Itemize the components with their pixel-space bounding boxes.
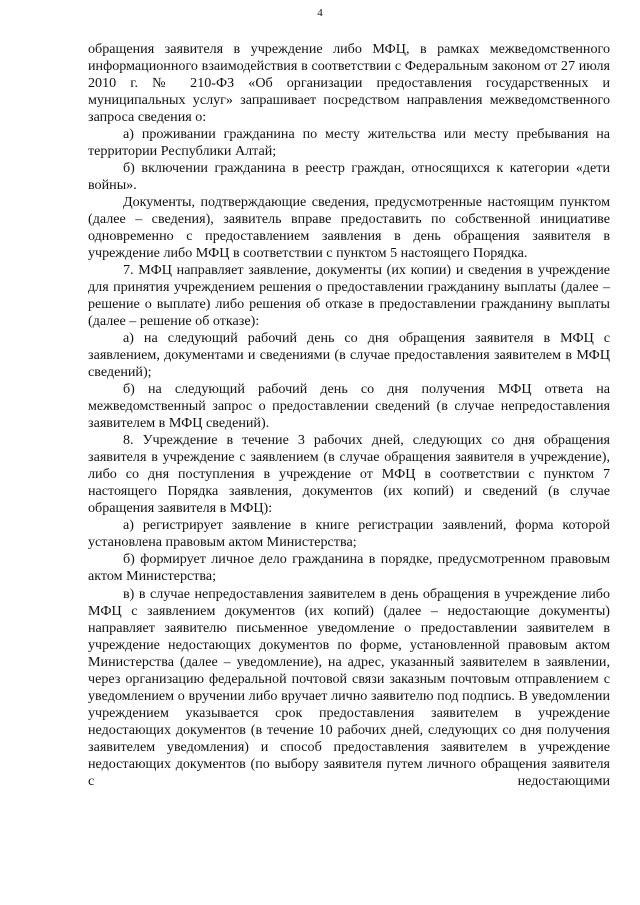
paragraph: обращения заявителя в учреждение либо МФЦ, в рамках межведомственного информационного взаимодействия в соответствии с Федеральным законом от 27 июля 2010 г. № 210-ФЗ «Об организации предоставления государственных и муниципальных услуг» запрашивает посредством направления межведомственного запроса сведения о: [88,41,610,126]
paragraph: б) на следующий рабочий день со дня получения МФЦ ответа на межведомственный запрос о предоставлении сведений (в случае непредоставления заявителем в МФЦ сведений). [88,381,610,432]
paragraph: б) включении гражданина в реестр граждан, относящихся к категории «дети войны». [88,160,610,194]
paragraph: б) формирует личное дело гражданина в порядке, предусмотренном правовым актом Министерства; [88,551,610,585]
document-body [88,41,610,790]
paragraph: а) регистрирует заявление в книге регистрации заявлений, форма которой установлена правовым актом Министерства; [88,517,610,551]
paragraph: Документы, подтверждающие сведения, предусмотренные настоящим пунктом (далее – сведения), заявитель вправе предоставить по собственной инициативе одновременно с предоставлением заявления в день обращения заявителя в учреждение либо МФЦ в соответствии с пунктом 5 настоящего Порядка. [88,194,610,262]
paragraph: 8. Учреждение в течение 3 рабочих дней, следующих со дня обращения заявителя в учреждение с заявлением (в случае обращения заявителя в учреждение), либо со дня поступления в учреждение от МФЦ в соответствии с пунктом 7 настоящего Порядка заявления, документов (их копий) и сведений (в случае обращения заявителя в МФЦ): [88,432,610,517]
page-number: 4 [317,7,323,19]
paragraph: 7. МФЦ направляет заявление, документы (их копии) и сведения в учреждение для принятия учреждением решения о предоставлении гражданину выплаты (далее – решение о выплате) либо решения об отказе в предоставлении гражданину выплаты (далее – решение об отказе): [88,262,610,330]
paragraph: а) проживании гражданина по месту жительства или месту пребывания на территории Республики Алтай; [88,126,610,160]
paragraph: в) в случае непредоставления заявителем в день обращения в учреждение либо МФЦ с заявлением документов (их копий) (далее – недостающие документы) направляет заявителю письменное уведомление о предоставлении заявителем в учреждение недостающих документов по форме, установленной правовым актом Министерства (далее – уведомление), на адрес, указанный заявителем в заявлении, через организацию федеральной почтовой связи заказным почтовым отправлением с уведомлением о вручении либо вручает лично заявителю под подпись. В уведомлении учреждением указывается срок предоставления заявителем в учреждение недостающих документов (в течение 10 рабочих дней, следующих со дня получения заявителем уведомления) и способ предоставления заявителем в учреждение недостающих документов (по выбору заявителя путем личного обращения заявителя с недостающими [88,585,610,789]
paragraph: а) на следующий рабочий день со дня обращения заявителя в МФЦ с заявлением, документами и сведениями (в случае предоставления заявителем в МФЦ сведений); [88,330,610,381]
